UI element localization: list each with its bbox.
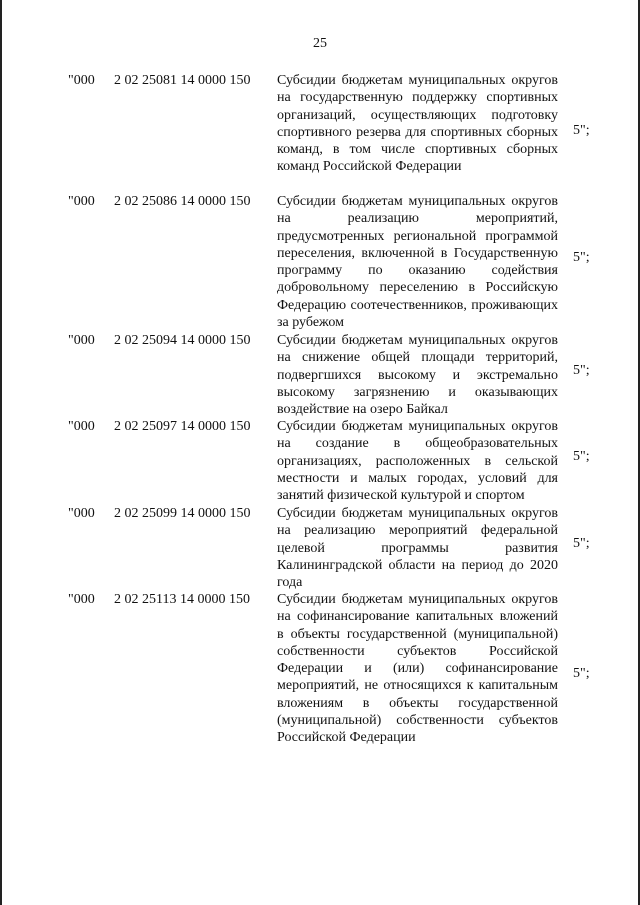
row-norm: 5"; [573, 449, 590, 464]
budget-code: 2 02 25081 14 0000 150 [114, 73, 251, 88]
row-description: Субсидии бюджетам муниципальных округов на создание в общеобразовательных организациях, расположенных в сельской местности и малых городах, условий для занятий физической культурой и спортом [277, 419, 558, 504]
row-norm: 5"; [573, 536, 590, 551]
row-norm: 5"; [573, 250, 590, 265]
page-number: 25 [313, 36, 327, 51]
row-description: Субсидии бюджетам муниципальных округов на снижение общей площади территорий, подвергшихся высокому и экстремально высокому загрязнению и оказывающих воздействие на озеро Байкал [277, 333, 558, 418]
row-prefix: "000 [68, 73, 95, 88]
budget-code: 2 02 25086 14 0000 150 [114, 194, 251, 209]
row-norm: 5"; [573, 123, 590, 138]
row-norm: 5"; [573, 363, 590, 378]
row-prefix: "000 [68, 506, 95, 521]
budget-code: 2 02 25113 14 0000 150 [114, 592, 250, 607]
row-description: Субсидии бюджетам муниципальных округов на софинансирование капитальных вложений в объекты государственной (муниципальной) собственности субъектов Российской Федерации и (или) софинансирование мероприятий, не относящихся к капитальным вложениям в объекты государственной (муниципальной) собственности субъектов Российской Федерации [277, 592, 558, 746]
row-prefix: "000 [68, 194, 95, 209]
row-prefix: "000 [68, 592, 95, 607]
budget-code: 2 02 25097 14 0000 150 [114, 419, 251, 434]
row-norm: 5"; [573, 666, 590, 681]
budget-code: 2 02 25099 14 0000 150 [114, 506, 251, 521]
page-frame-left [0, 0, 2, 905]
budget-code: 2 02 25094 14 0000 150 [114, 333, 251, 348]
row-prefix: "000 [68, 333, 95, 348]
row-description: Субсидии бюджетам муниципальных округов на государственную поддержку спортивных организаций, осуществляющих подготовку спортивного резерва для спортивных сборных команд, в том числе спортивных сборных команд Российской Федерации [277, 73, 558, 175]
row-description: Субсидии бюджетам муниципальных округов на реализацию мероприятий, предусмотренных региональной программой переселения, включенной в Государственную программу по оказанию содействия добровольному переселению в Российскую Федерацию соотечественников, проживающих за рубежом [277, 194, 558, 331]
row-description: Субсидии бюджетам муниципальных округов на реализацию мероприятий федеральной целевой программы развития Калининградской области на период до 2020 года [277, 506, 558, 591]
row-prefix: "000 [68, 419, 95, 434]
